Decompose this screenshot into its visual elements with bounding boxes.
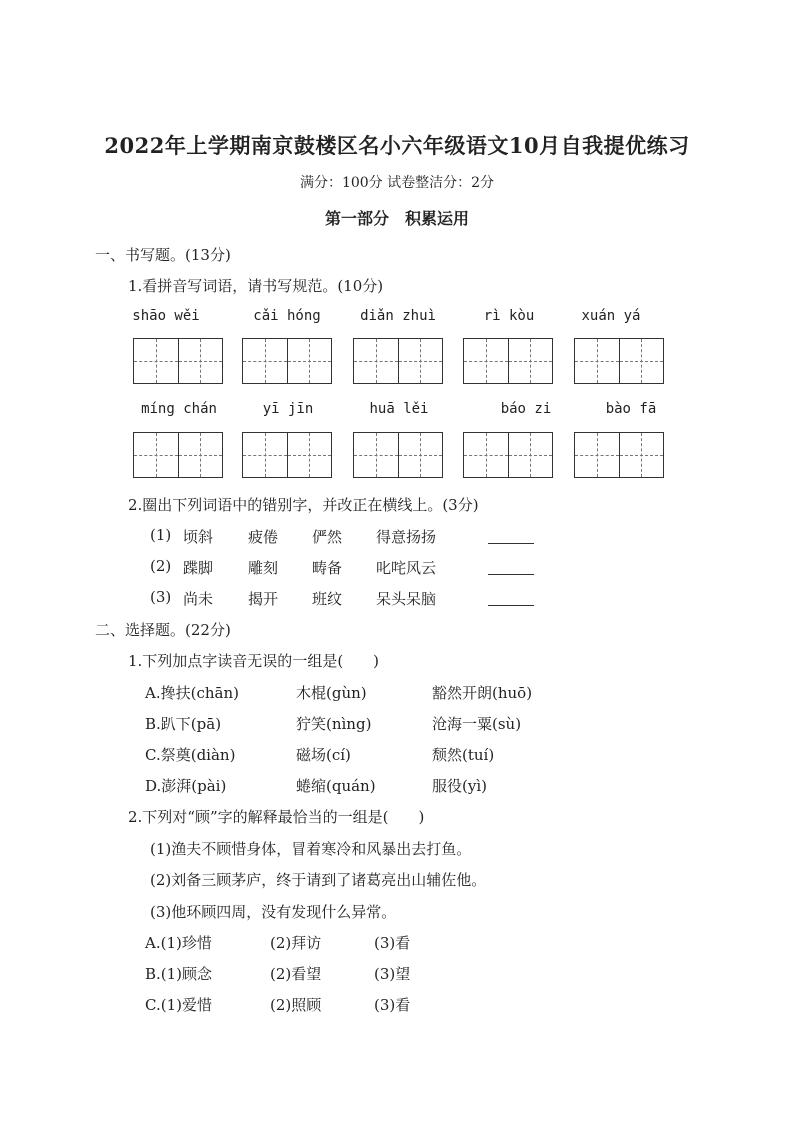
option-item: (3)看 — [374, 934, 411, 952]
sentence: (3)他环顾四周，没有发现什么异常。 — [150, 903, 397, 921]
option-item: C.祭奠(diàn) — [145, 746, 236, 764]
writing-grid[interactable] — [574, 338, 664, 384]
pinyin-label: diǎn zhuì — [360, 308, 436, 324]
correction-word: 俨然 — [312, 528, 343, 546]
option-item: 磁场(cí) — [296, 746, 351, 764]
answer-blank[interactable] — [488, 558, 534, 575]
answer-blank[interactable] — [488, 527, 534, 544]
writing-grid[interactable] — [242, 338, 332, 384]
page-title: 2022年上学期南京鼓楼区名小六年级语文10月自我提优练习 — [104, 133, 690, 158]
section1-heading: 一、书写题。(13分) — [95, 246, 231, 264]
correction-word: 呆头呆脑 — [376, 590, 437, 608]
option-item: 颓然(tuí) — [432, 746, 495, 764]
writing-grid[interactable] — [574, 432, 664, 478]
section1-q1-prompt: 1.看拼音写词语，请书写规范。(10分) — [128, 277, 384, 295]
pinyin-label: rì kòu — [483, 308, 535, 324]
correction-row-number: (3) — [150, 588, 172, 606]
correction-row-number: (1) — [150, 526, 172, 544]
option-item: 服役(yì) — [432, 777, 487, 795]
part-heading: 第一部分 积累运用 — [324, 209, 469, 228]
correction-row-number: (2) — [150, 557, 172, 575]
pinyin-label: cǎi hóng — [253, 308, 321, 324]
correction-word: 蹀脚 — [183, 559, 214, 577]
correction-word: 畴备 — [312, 559, 343, 577]
pinyin-label: xuán yá — [581, 308, 641, 324]
correction-word: 得意扬扬 — [376, 528, 437, 546]
answer-blank[interactable] — [488, 589, 534, 606]
option-item: B.趴下(pā) — [145, 715, 222, 733]
pinyin-label: shāo wěi — [132, 308, 200, 324]
option-item: B.(1)顾念 — [145, 965, 213, 983]
pinyin-label: yī jīn — [262, 401, 314, 417]
sentence: (2)刘备三顾茅庐，终于请到了诸葛亮出山辅佐他。 — [150, 871, 487, 889]
writing-grid[interactable] — [133, 432, 223, 478]
section2-q1-prompt: 1.下列加点字读音无误的一组是( ) — [128, 652, 380, 670]
correction-word: 尚未 — [183, 590, 214, 608]
pinyin-label: bào fā — [605, 401, 657, 417]
writing-grid[interactable] — [133, 338, 223, 384]
writing-grid[interactable] — [242, 432, 332, 478]
pinyin-label: báo zi — [500, 401, 552, 417]
writing-grid[interactable] — [353, 338, 443, 384]
correction-word: 雕刻 — [248, 559, 279, 577]
sentence: (1)渔夫不顾惜身体，冒着寒冷和风暴出去打鱼。 — [150, 840, 472, 858]
correction-word: 揭开 — [248, 590, 279, 608]
section2-heading: 二、选择题。(22分) — [95, 621, 231, 639]
score-info: 满分：100分 试卷整洁分：2分 — [299, 175, 495, 191]
option-item: C.(1)爱惜 — [145, 996, 212, 1014]
writing-grid[interactable] — [463, 338, 553, 384]
correction-word: 疲倦 — [248, 528, 279, 546]
section1-q2-prompt: 2.圈出下列词语中的错别字，并改正在横线上。(3分) — [128, 496, 479, 514]
correction-word: 顷斜 — [183, 528, 214, 546]
writing-grid[interactable] — [463, 432, 553, 478]
section2-q2-prompt: 2.下列对“顾”字的解释最恰当的一组是( ) — [128, 808, 425, 826]
writing-grid[interactable] — [353, 432, 443, 478]
option-item: A.(1)珍惜 — [145, 934, 212, 952]
option-item: 狞笑(nìng) — [296, 715, 372, 733]
option-item: 沧海一粟(sù) — [432, 715, 522, 733]
option-item: (3)看 — [374, 996, 411, 1014]
option-item: 蜷缩(quán) — [296, 777, 376, 795]
pinyin-label: huā lěi — [369, 401, 429, 417]
option-item: D.澎湃(pài) — [145, 777, 227, 795]
option-item: A.搀扶(chān) — [145, 684, 239, 702]
pinyin-label: míng chán — [141, 401, 217, 417]
correction-word: 班纹 — [312, 590, 343, 608]
option-item: (2)照顾 — [270, 996, 322, 1014]
option-item: 木棍(gùn) — [296, 684, 367, 702]
option-item: (2)拜访 — [270, 934, 322, 952]
option-item: (2)看望 — [270, 965, 322, 983]
correction-word: 叱咤风云 — [376, 559, 437, 577]
option-item: (3)望 — [374, 965, 411, 983]
option-item: 豁然开朗(huō) — [432, 684, 533, 702]
